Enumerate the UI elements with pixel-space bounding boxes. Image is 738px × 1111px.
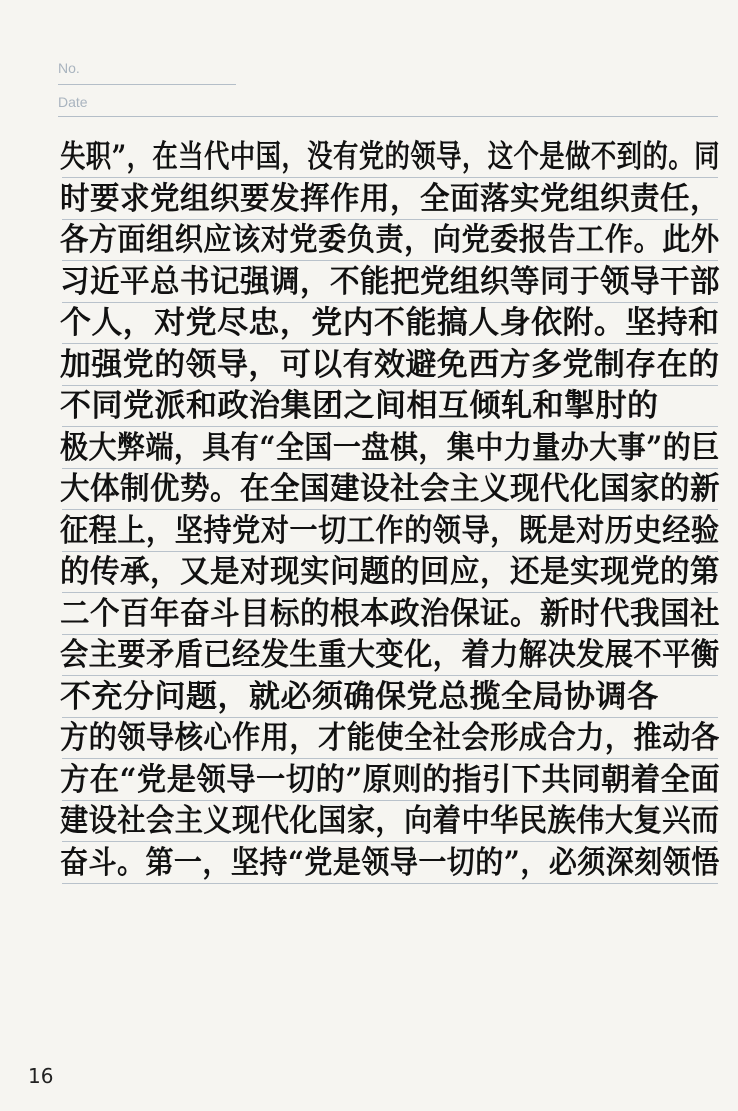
text-line: 大体制优势。在全国建设社会主义现代化国家的新 xyxy=(60,471,720,507)
text-line: 加强党的领导，可以有效避免西方多党制存在的 xyxy=(60,346,720,383)
text-line: 时要求党组织要发挥作用，全面落实党组织责任， xyxy=(60,180,720,217)
text-line: 征程上，坚持党对一切工作的领导，既是对历史经验 xyxy=(60,512,720,549)
text-line: 失职”，在当代中国，没有党的领导，这个是做不到的。同 xyxy=(60,139,720,175)
text-line: 方在“党是领导一切的”原则的指引下共同朝着全面 xyxy=(60,761,721,798)
text-line: 极大弊端，具有“全国一盘棋，集中力量办大事”的巨 xyxy=(60,429,720,466)
date-line xyxy=(58,116,718,117)
text-line: 二个百年奋斗目标的根本政治保证。新时代我国社 xyxy=(60,595,720,632)
text-line: 个人，对党尽忠，党内不能搞人身依附。坚持和 xyxy=(60,305,720,341)
text-line: 不同党派和政治集团之间相互倾轧和掣肘的 xyxy=(60,388,659,424)
no-line xyxy=(58,84,236,85)
rule-line xyxy=(62,883,718,884)
date-label: Date xyxy=(58,94,88,110)
text-line: 不充分问题，就必须确保党总揽全局协调各 xyxy=(60,678,659,715)
text-line: 奋斗。第一，坚持“党是领导一切的”，必须深刻领悟 xyxy=(60,844,720,881)
text-line: 习近平总书记强调，不能把党组织等同于领导干部 xyxy=(60,263,720,300)
text-line: 建设社会主义现代化国家，向着中华民族伟大复兴而 xyxy=(60,803,720,839)
no-label: No. xyxy=(58,60,80,76)
text-line: 方的领导核心作用，才能使全社会形成合力，推动各 xyxy=(60,720,720,756)
text-line: 会主要矛盾已经发生重大变化，着力解决发展不平衡 xyxy=(60,637,720,673)
page-number: 16 xyxy=(28,1064,54,1088)
text-line: 的传承，又是对现实问题的回应，还是实现党的第 xyxy=(60,554,720,590)
text-line: 各方面组织应该对党委负责，向党委报告工作。此外 xyxy=(60,222,720,258)
